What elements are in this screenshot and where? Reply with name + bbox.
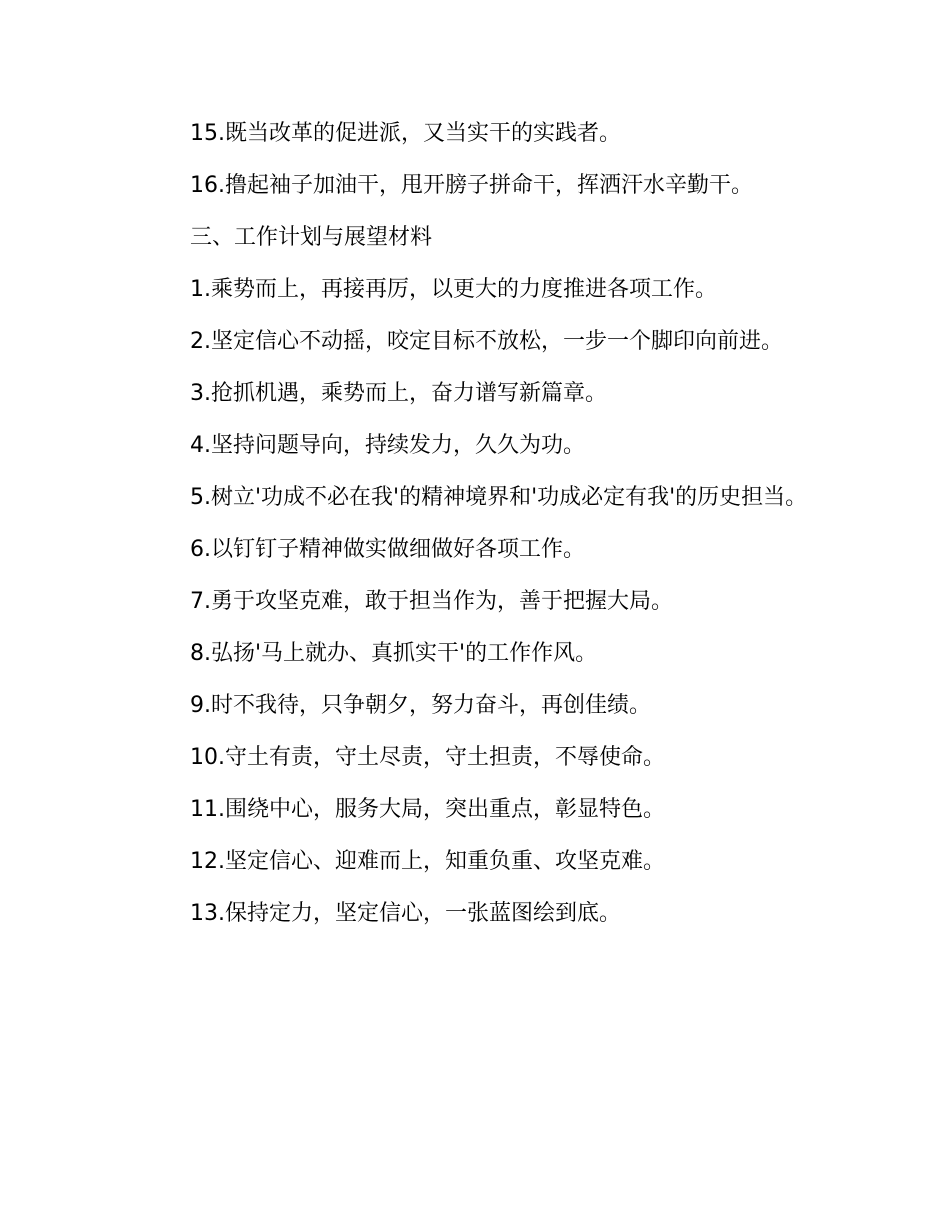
paragraph-item-10: 10.守土有责，守土尽责，守土担责，不辱使命。 <box>190 745 665 770</box>
paragraph-item-16: 16.撸起袖子加油干，甩开膀子拼命干，挥洒汗水辛勤干。 <box>190 173 753 198</box>
paragraph-item-8: 8.弘扬'马上就办、真抓实干'的工作作风。 <box>190 641 598 666</box>
section-heading: 三、工作计划与展望材料 <box>190 225 433 250</box>
paragraph-item-13: 13.保持定力，坚定信心，一张蓝图绘到底。 <box>190 901 621 926</box>
paragraph-item-4: 4.坚持问题导向，持续发力，久久为功。 <box>190 433 585 458</box>
paragraph-item-15: 15.既当改革的促进派，又当实干的实践者。 <box>190 121 621 146</box>
paragraph-item-6: 6.以钉钉子精神做实做细做好各项工作。 <box>190 537 585 562</box>
paragraph-item-7: 7.勇于攻坚克难，敢于担当作为，善于把握大局。 <box>190 589 673 614</box>
paragraph-item-11: 11.围绕中心，服务大局，突出重点，彰显特色。 <box>190 797 665 822</box>
document-body <box>140 112 820 944</box>
paragraph-item-3: 3.抢抓机遇，乘势而上，奋力谱写新篇章。 <box>190 381 607 406</box>
paragraph-item-1: 1.乘势而上，再接再厉，以更大的力度推进各项工作。 <box>190 277 717 302</box>
paragraph-item-9: 9.时不我待，只争朝夕，努力奋斗，再创佳绩。 <box>190 693 651 718</box>
paragraph-item-5: 5.树立'功成不必在我'的精神境界和'功成必定有我'的历史担当。 <box>190 485 808 510</box>
paragraph-item-12: 12.坚定信心、迎难而上，知重负重、攻坚克难。 <box>190 849 665 874</box>
paragraph-item-2: 2.坚定信心不动摇，咬定目标不放松，一步一个脚印向前进。 <box>190 329 783 354</box>
